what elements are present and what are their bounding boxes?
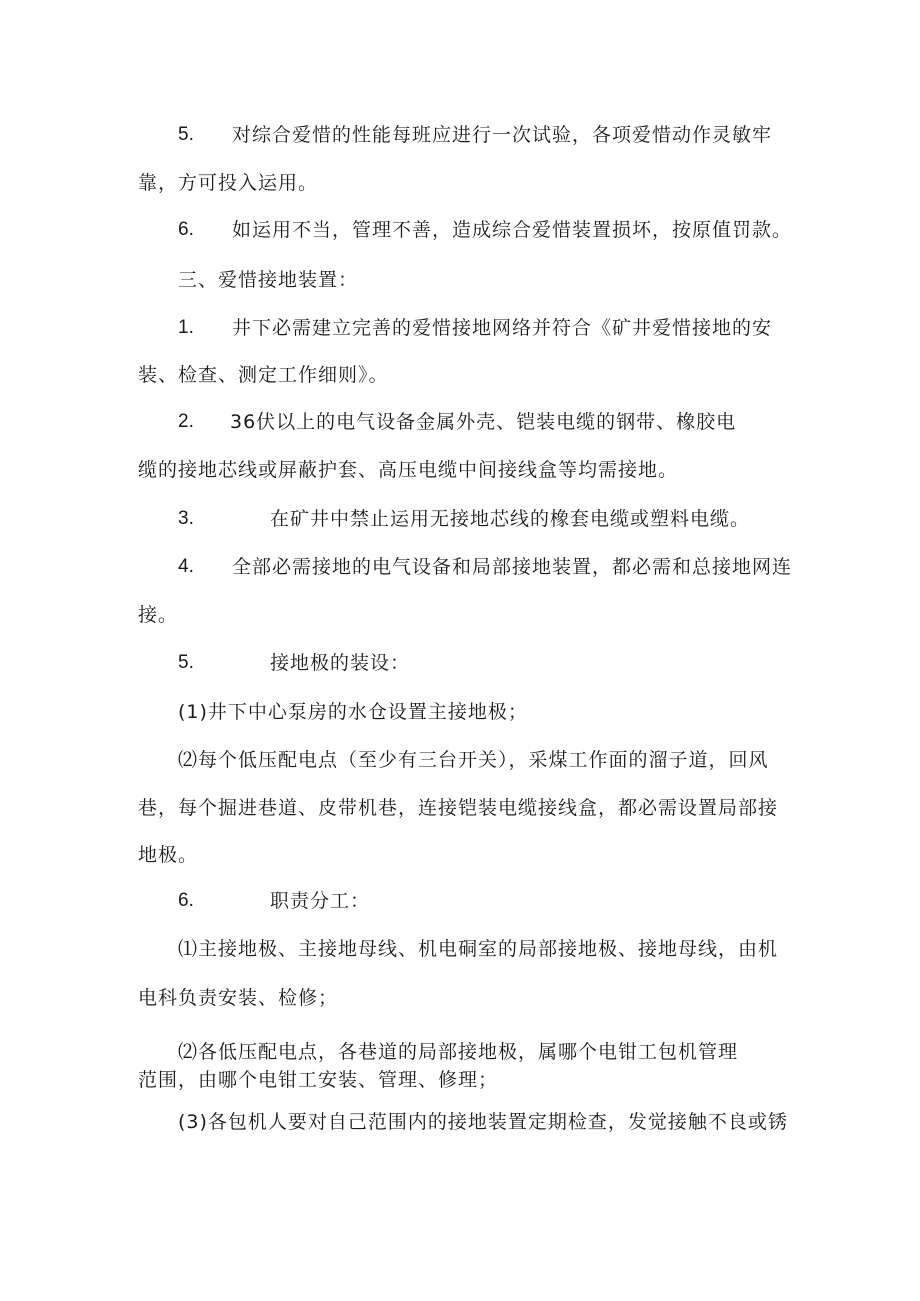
- paragraph-line: 电科负责安装、检修；: [138, 987, 339, 1009]
- paragraph-line: 井下必需建立完善的爱惜接地网络并符合《矿井爱惜接地的安: [232, 317, 773, 339]
- paragraph-line: ⑴主接地极、主接地母线、机电硐室的局部接地极、接地母线，由机: [178, 938, 779, 960]
- item-number: 5.: [178, 652, 194, 673]
- paragraph-line: 范围，由哪个电钳工安装、管理、修理；: [138, 1069, 499, 1091]
- item-number: 3.: [178, 508, 194, 529]
- paragraph-line: 接。: [138, 604, 179, 626]
- paragraph-line: ⑵每个低压配电点（至少有三台开关），采煤工作面的溜子道，回风: [178, 749, 769, 771]
- paragraph-line: 对综合爱惜的性能每班应进行一次试验，各项爱惜动作灵敏牢: [232, 124, 773, 146]
- section-heading: 三、爱惜接地装置：: [178, 269, 359, 291]
- paragraph-line: (3)各包机人要对自己范围内的接地装置定期检查，发觉接触不良或锈: [178, 1111, 788, 1133]
- paragraph-line: 靠，方可投入运用。: [138, 172, 319, 194]
- paragraph-line: 地极。: [138, 844, 199, 866]
- paragraph-line: 在矿井中禁止运用无接地芯线的橡套电缆或塑料电缆。: [270, 508, 751, 530]
- paragraph-line: 全部必需接地的电气设备和局部接地装置，都必需和总接地网连: [232, 556, 793, 578]
- paragraph-line: 缆的接地芯线或屏蔽护套、高压电缆中间接线盒等均需接地。: [138, 459, 679, 481]
- item-number: 6.: [178, 219, 194, 240]
- paragraph-line: 36伏以上的电气设备金属外壳、铠装电缆的钢带、橡胶电: [230, 411, 737, 433]
- paragraph-line: 职责分工：: [270, 890, 371, 912]
- item-number: 6.: [178, 890, 194, 911]
- paragraph-line: 如运用不当，管理不善，造成综合爱惜装置损坏，按原值罚款。: [232, 219, 793, 241]
- paragraph-line: ⑵各低压配电点，各巷道的局部接地极，属哪个电钳工包机管理: [178, 1041, 739, 1063]
- item-number: 1.: [178, 317, 194, 338]
- paragraph-line: 巷，每个掘进巷道、皮带机巷，连接铠装电缆接线盒，都必需设置局部接: [138, 797, 779, 819]
- item-number: 2.: [178, 411, 194, 432]
- paragraph-line: 接地极的装设：: [270, 652, 411, 674]
- item-number: 4.: [178, 556, 194, 577]
- item-number: 5.: [178, 124, 194, 145]
- paragraph-line: (1)井下中心泵房的水仓设置主接地极；: [178, 701, 528, 723]
- paragraph-line: 装、检查、测定工作细则》。: [138, 364, 389, 386]
